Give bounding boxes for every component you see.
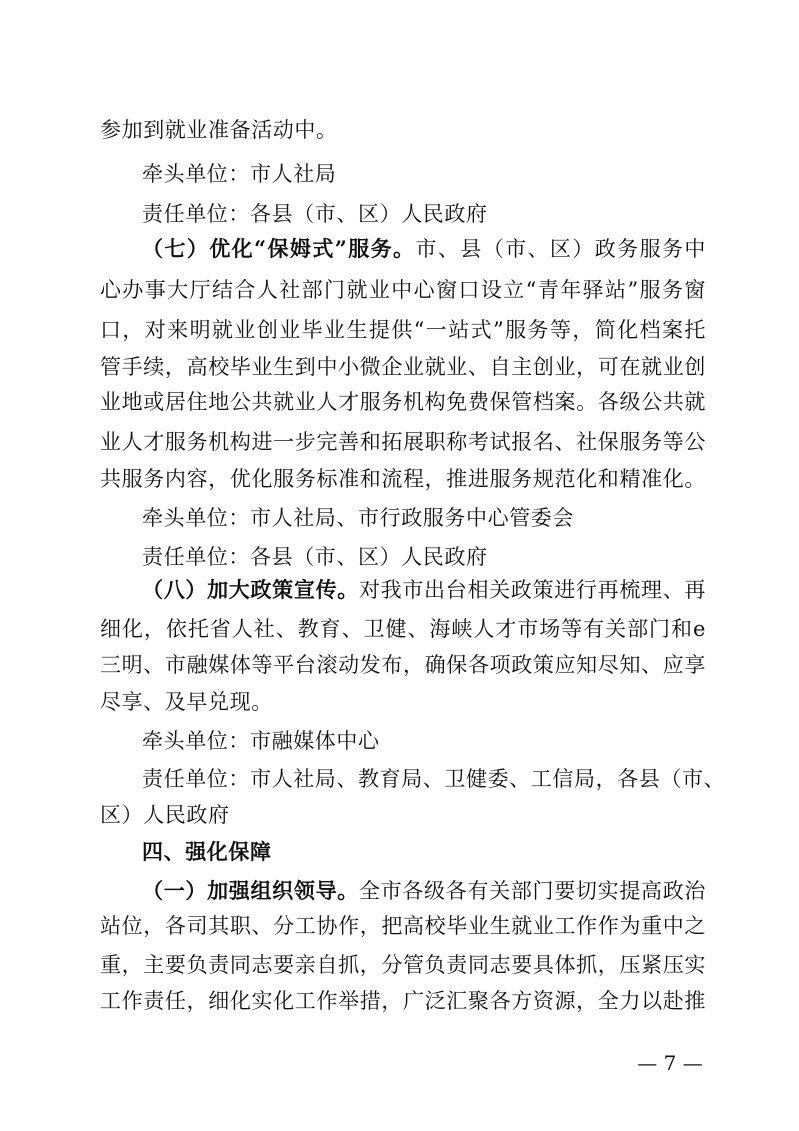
- text-line: 尽享、及早兑现。: [100, 690, 273, 714]
- section-7-title: （七）优化“保姆式”服务。: [142, 236, 416, 261]
- lead-unit-line: 牵头单位：市融媒体中心: [142, 729, 380, 753]
- subsection-1-title: （一）加强组织领导。: [142, 878, 359, 903]
- text-line: 细化，依托省人社、教育、卫健、海峡人才市场等有关部门和e: [100, 617, 706, 641]
- text-line: 管手续，高校毕业生到中小微企业就业、自主创业，可在就业创: [100, 355, 706, 379]
- responsible-unit-line: 责任单位：各县（市、区）人民政府: [142, 545, 488, 569]
- text-line: 口，对来明就业创业毕业生提供“一站式”服务等，简化档案托: [100, 318, 706, 342]
- subsection-1-first-line: （一）加强组织领导。全市各级各有关部门要切实提高政治: [142, 878, 707, 903]
- lead-unit-line: 牵头单位：市人社局: [142, 162, 337, 186]
- text-line: 共服务内容，优化服务标准和流程，推进服务规范化和精准化。: [100, 467, 706, 491]
- text-line: 站位，各司其职、分工协作，把高校毕业生就业工作作为重中之: [100, 914, 706, 938]
- text-line: 重，主要负责同志要亲自抓，分管负责同志要具体抓，压紧压实: [100, 953, 706, 977]
- responsible-unit-line: 责任单位：市人社局、教育局、卫健委、工信局，各县（市、: [142, 767, 726, 791]
- section-8-title: （八）加大政策宣传。: [142, 577, 359, 602]
- section-heading: 四、强化保障: [142, 840, 272, 864]
- text-line: 心办事大厅结合人社部门就业中心窗口设立“青年驿站”服务窗: [100, 278, 706, 302]
- section-8-first-line: （八）加大政策宣传。对我市出台相关政策进行再梳理、再: [142, 577, 707, 602]
- text-line: 三明、市融媒体等平台滚动发布，确保各项政策应知尽知、应享: [100, 653, 706, 677]
- page-number: — 7 —: [637, 1051, 703, 1075]
- lead-unit-line: 牵头单位：市人社局、市行政服务中心管委会: [142, 506, 574, 530]
- text-line: 业人才服务机构进一步完善和拓展职称考试报名、社保服务等公: [100, 430, 706, 454]
- section-7-first-line: （七）优化“保姆式”服务。市、县（市、区）政务服务中: [142, 236, 706, 261]
- text-line: 工作责任，细化实化工作举措，广泛汇聚各方资源，全力以赴推: [100, 989, 706, 1013]
- text-line: 参加到就业准备活动中。: [100, 118, 338, 142]
- text-line: 业地或居住地公共就业人才服务机构免费保管档案。各级公共就: [100, 390, 706, 414]
- text-line: 区）人民政府: [100, 803, 230, 827]
- responsible-unit-line: 责任单位：各县（市、区）人民政府: [142, 202, 488, 226]
